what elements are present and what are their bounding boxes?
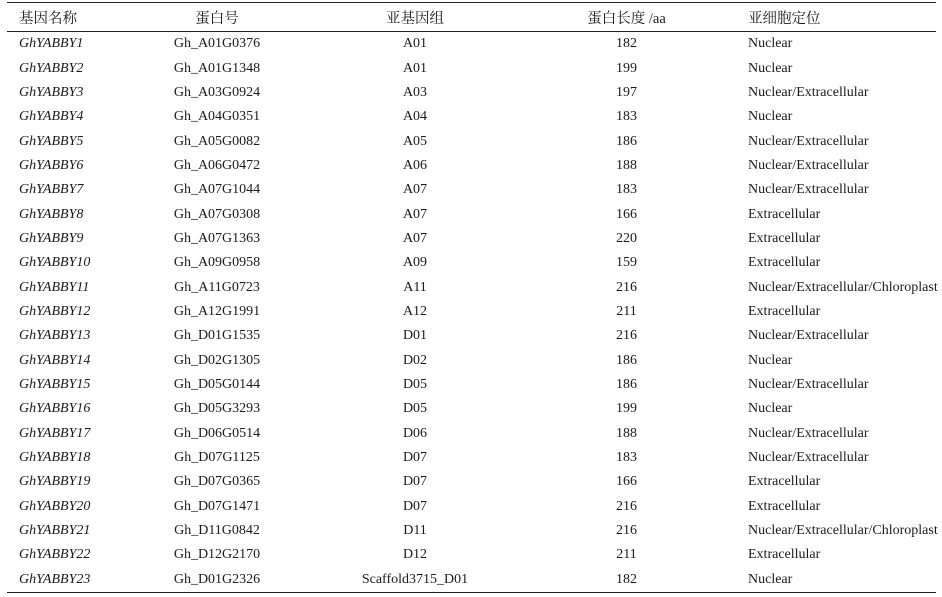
gene-name-cell: GhYABBY23 <box>7 568 137 593</box>
subgenome-cell: D05 <box>402 376 428 392</box>
protein-id-cell: Gh_A07G1363 <box>173 230 261 246</box>
table-body <box>7 32 936 593</box>
protein-length-cell: 220 <box>616 230 637 246</box>
protein-id-cell: Gh_A01G0376 <box>173 36 261 52</box>
protein-id-cell: Gh_D07G1125 <box>174 450 260 466</box>
table-header <box>7 3 936 32</box>
localization-cell: Extracellular <box>748 255 821 271</box>
gene-name-cell: GhYABBY1 <box>19 36 84 52</box>
table-row <box>7 324 936 348</box>
protein-length-cell: 216 <box>616 328 637 344</box>
gene-name-cell: GhYABBY14 <box>19 352 91 368</box>
localization-cell: Nuclear <box>720 568 936 593</box>
subgenome-cell: A11 <box>403 279 427 295</box>
gene-name-cell: GhYABBY19 <box>19 474 91 490</box>
table-row <box>7 81 936 105</box>
gene-name-cell: GhYABBY3 <box>19 84 84 100</box>
subgenome-cell: D01 <box>402 328 428 344</box>
subgenome-cell: D07 <box>402 474 428 490</box>
localization-cell: Extracellular <box>748 230 821 246</box>
protein-length-cell: 188 <box>616 425 637 441</box>
localization-cell: Extracellular <box>748 303 821 319</box>
protein-id-cell: Gh_A06G0472 <box>173 157 261 173</box>
table-row <box>7 202 936 226</box>
subgenome-cell: A05 <box>402 133 428 149</box>
protein-length-cell: 211 <box>616 303 637 319</box>
gene-name-cell: GhYABBY6 <box>19 157 84 173</box>
localization-cell: Nuclear/Extracellular <box>748 376 869 392</box>
protein-length-cell: 183 <box>616 450 637 466</box>
protein-length-cell: 183 <box>616 109 637 125</box>
protein-id-cell: Gh_A04G0351 <box>173 109 261 125</box>
localization-cell: Nuclear/Extracellular/Chloroplast <box>748 279 938 295</box>
protein-length-cell: 186 <box>616 352 637 368</box>
protein-id-cell: Gh_D11G0842 <box>174 523 260 539</box>
protein-id-cell: Gh_D02G1305 <box>173 352 261 368</box>
localization-cell: Nuclear <box>748 36 793 52</box>
gene-name-cell: GhYABBY8 <box>19 206 84 222</box>
table-row <box>7 495 936 519</box>
subgenome-cell: D11 <box>403 523 427 539</box>
gene-name-cell: GhYABBY13 <box>19 328 91 344</box>
subgenome-cell: A06 <box>402 157 428 173</box>
localization-cell: Nuclear <box>748 109 793 125</box>
gene-name-cell: GhYABBY21 <box>19 523 91 539</box>
localization-cell: Nuclear/Extracellular <box>748 450 869 466</box>
table-row <box>7 56 936 80</box>
localization-cell: Extracellular <box>748 474 821 490</box>
protein-length-cell: 197 <box>616 84 637 100</box>
subgenome-cell: A09 <box>402 255 428 271</box>
localization-cell: Nuclear/Extracellular <box>748 328 869 344</box>
protein-id-cell: Gh_A07G0308 <box>173 206 261 222</box>
protein-length-cell: 199 <box>616 60 637 76</box>
table-row <box>7 422 936 446</box>
gene-name-cell: GhYABBY11 <box>19 279 90 295</box>
localization-cell: Nuclear <box>748 352 793 368</box>
protein-length-cell: 182 <box>616 36 637 52</box>
subgenome-cell: D06 <box>402 425 428 441</box>
protein-length-cell: 182 <box>533 568 720 593</box>
header-row <box>7 3 936 32</box>
protein-length-cell: 166 <box>616 474 637 490</box>
subgenome-cell: A04 <box>402 109 428 125</box>
localization-cell: Extracellular <box>748 547 821 563</box>
table-row <box>7 519 936 543</box>
localization-cell: Nuclear/Extracellular <box>748 84 869 100</box>
protein-length-cell: 216 <box>616 498 637 514</box>
table-row <box>7 251 936 275</box>
header-protein-length: 蛋白长度 /aa <box>533 3 720 32</box>
protein-id-cell: Gh_A01G1348 <box>173 60 261 76</box>
subgenome-cell: D05 <box>402 401 428 417</box>
header-protein-id: 蛋白号 <box>137 3 297 32</box>
gene-name-cell: GhYABBY12 <box>19 303 91 319</box>
table-row <box>7 129 936 153</box>
protein-id-cell: Gh_A05G0082 <box>173 133 261 149</box>
protein-id-cell: Gh_D05G0144 <box>173 376 261 392</box>
protein-id-cell: Gh_A07G1044 <box>173 182 261 198</box>
gene-name-cell: GhYABBY20 <box>19 498 91 514</box>
table-row <box>7 105 936 129</box>
gene-name-cell: GhYABBY10 <box>19 255 91 271</box>
header-gene-name: 基因名称 <box>7 3 137 32</box>
protein-id-cell: Gh_D01G2326 <box>137 568 297 593</box>
subgenome-cell: Scaffold3715_D01 <box>297 568 533 593</box>
table-row <box>7 348 936 372</box>
protein-id-cell: Gh_A12G1991 <box>173 303 261 319</box>
gene-name-cell: GhYABBY18 <box>19 450 91 466</box>
table-row <box>7 446 936 470</box>
table-row <box>7 227 936 251</box>
protein-length-cell: 211 <box>616 547 637 563</box>
subgenome-cell: A01 <box>402 60 428 76</box>
localization-cell: Nuclear/Extracellular <box>748 182 869 198</box>
subgenome-cell: D07 <box>402 450 428 466</box>
yabby-gene-table <box>7 2 936 593</box>
localization-cell: Nuclear <box>748 401 793 417</box>
table-row <box>7 373 936 397</box>
gene-name-cell: GhYABBY17 <box>19 425 91 441</box>
subgenome-cell: D02 <box>402 352 428 368</box>
protein-id-cell: Gh_D12G2170 <box>173 547 261 563</box>
gene-name-cell: GhYABBY9 <box>19 230 84 246</box>
subgenome-cell: D12 <box>402 547 428 563</box>
protein-id-cell: Gh_A11G0723 <box>174 279 260 295</box>
gene-name-cell: GhYABBY15 <box>19 376 91 392</box>
table-row <box>7 543 936 567</box>
localization-cell: Extracellular <box>748 498 821 514</box>
protein-id-cell: Gh_D07G0365 <box>173 474 261 490</box>
subgenome-cell: A01 <box>402 36 428 52</box>
protein-id-cell: Gh_A03G0924 <box>173 84 261 100</box>
localization-cell: Extracellular <box>748 206 821 222</box>
header-subcellular-localization: 亚细胞定位 <box>720 3 936 32</box>
protein-length-cell: 159 <box>616 255 637 271</box>
table-row <box>7 154 936 178</box>
localization-cell: Nuclear/Extracellular <box>748 133 869 149</box>
protein-length-cell: 199 <box>616 401 637 417</box>
gene-name-cell: GhYABBY2 <box>19 60 84 76</box>
protein-id-cell: Gh_A09G0958 <box>173 255 261 271</box>
subgenome-cell: D07 <box>402 498 428 514</box>
gene-name-cell: GhYABBY4 <box>19 109 84 125</box>
table-row <box>7 178 936 202</box>
protein-length-cell: 186 <box>616 133 637 149</box>
gene-name-cell: GhYABBY22 <box>19 547 91 563</box>
localization-cell: Nuclear/Extracellular/Chloroplast <box>748 523 938 539</box>
subgenome-cell: A07 <box>402 182 428 198</box>
gene-name-cell: GhYABBY5 <box>19 133 84 149</box>
protein-length-cell: 186 <box>616 376 637 392</box>
table-row <box>7 300 936 324</box>
table-row <box>7 397 936 421</box>
subgenome-cell: A07 <box>402 230 428 246</box>
localization-cell: Nuclear/Extracellular <box>748 425 869 441</box>
subgenome-cell: A03 <box>402 84 428 100</box>
table-row <box>7 568 936 593</box>
protein-id-cell: Gh_D05G3293 <box>173 401 261 417</box>
localization-cell: Nuclear <box>748 60 793 76</box>
table-row <box>7 32 936 57</box>
localization-cell: Nuclear/Extracellular <box>748 157 869 173</box>
protein-length-cell: 183 <box>616 182 637 198</box>
protein-length-cell: 216 <box>616 523 637 539</box>
gene-name-cell: GhYABBY7 <box>19 182 84 198</box>
protein-id-cell: Gh_D07G1471 <box>173 498 261 514</box>
protein-id-cell: Gh_D01G1535 <box>173 328 261 344</box>
header-subgenome: 亚基因组 <box>297 3 533 32</box>
subgenome-cell: A07 <box>402 206 428 222</box>
gene-name-cell: GhYABBY16 <box>19 401 91 417</box>
protein-length-cell: 188 <box>616 157 637 173</box>
table-row <box>7 470 936 494</box>
subgenome-cell: A12 <box>402 303 428 319</box>
protein-id-cell: Gh_D06G0514 <box>173 425 261 441</box>
protein-length-cell: 166 <box>616 206 637 222</box>
table-row <box>7 275 936 299</box>
protein-length-cell: 216 <box>616 279 637 295</box>
